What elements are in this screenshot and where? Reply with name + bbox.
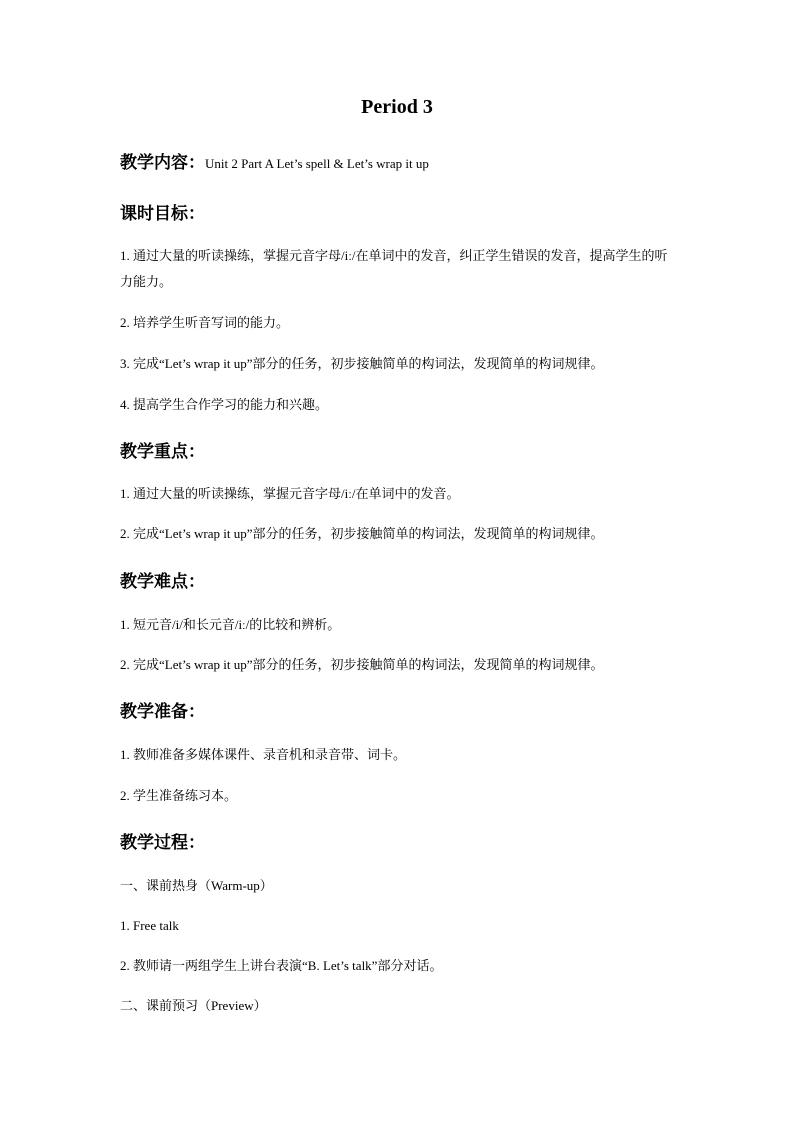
difficulty-item-1: 1. 短元音/i/和长元音/iː/的比较和辨析。 — [120, 617, 341, 632]
objective-item-4: 4. 提高学生合作学习的能力和兴趣。 — [120, 397, 329, 412]
process-heading: 教学过程： — [120, 833, 205, 853]
key-point-item-2: 2. 完成“Let’s wrap it up”部分的任务，初步接触简单的构词法，发现简单的构词规律。 — [120, 526, 604, 541]
objective-item-2: 2. 培养学生听音写词的能力。 — [120, 315, 290, 330]
process-item-2: 1. Free talk — [120, 918, 179, 933]
objectives-heading: 课时目标： — [120, 204, 205, 224]
key-point-item-1: 1. 通过大量的听读操练，掌握元音字母/iː/在单词中的发音。 — [120, 486, 460, 501]
key-points-heading: 教学重点： — [120, 442, 205, 462]
content-heading — [120, 148, 429, 173]
objective-item-3: 3. 完成“Let’s wrap it up”部分的任务，初步接触简单的构词法，发现简单的构词规律。 — [120, 356, 604, 371]
process-item-3: 2. 教师请一两组学生上讲台表演“B. Let’s talk”部分对话。 — [120, 958, 443, 973]
difficulties-heading: 教学难点： — [120, 572, 205, 592]
content-label: 教学内容： — [120, 153, 205, 173]
preparation-heading: 教学准备： — [120, 702, 205, 722]
preparation-item-2: 2. 学生准备练习本。 — [120, 788, 238, 803]
preparation-item-1: 1. 教师准备多媒体课件、录音机和录音带、词卡。 — [120, 747, 407, 762]
difficulty-item-2: 2. 完成“Let’s wrap it up”部分的任务，初步接触简单的构词法，发现简单的构词规律。 — [120, 657, 604, 672]
process-item-1: 一、课前热身（Warm-up） — [120, 878, 273, 893]
content-value: Unit 2 Part A Let’s spell & Let’s wrap it up — [205, 156, 429, 171]
objective-item-1: 1. 通过大量的听读操练，掌握元音字母/iː/在单词中的发音，纠正学生错误的发音，提高学生的听力能力。 — [120, 248, 668, 289]
process-item-4: 二、课前预习（Preview） — [120, 998, 267, 1013]
page-title: Period 3 — [361, 96, 433, 118]
